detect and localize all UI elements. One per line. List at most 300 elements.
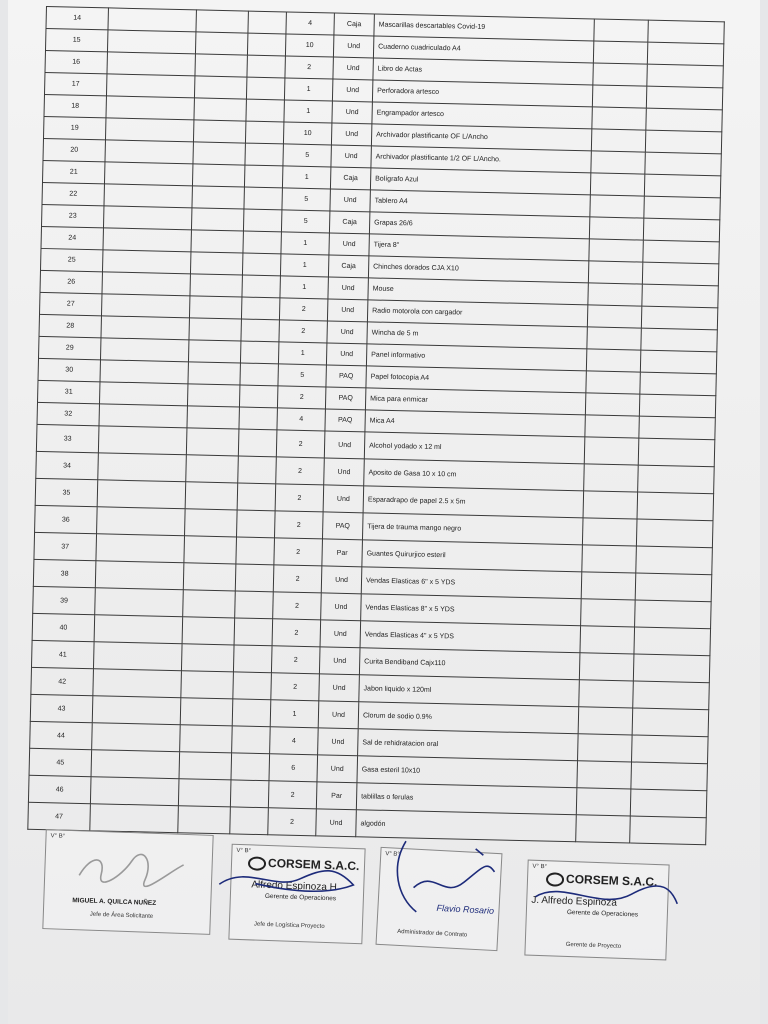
quantity-cell: 1: [284, 78, 332, 101]
empty-cell: [99, 404, 187, 428]
description-cell: Tablero A4: [370, 190, 590, 217]
empty-cell: [101, 316, 189, 340]
quantity-cell: 2: [276, 457, 325, 485]
empty-cell: [644, 174, 720, 198]
empty-cell: [648, 20, 724, 44]
description-cell: Gasa esteril 10x10: [357, 756, 578, 788]
empty-cell: [643, 240, 719, 264]
unit-cell: Und: [327, 299, 367, 322]
description-cell: Archivador plastificante OF L/Ancho: [371, 124, 591, 151]
empty-cell: [101, 294, 189, 318]
unit-cell: Und: [319, 674, 360, 702]
quantity-cell: 2: [272, 619, 321, 647]
signature-scribble: [531, 875, 682, 920]
quantity-cell: 2: [268, 808, 317, 836]
empty-cell: [183, 563, 236, 591]
description-cell: Mascarillas descartables Covid-19: [374, 14, 594, 41]
empty-cell: [91, 750, 180, 779]
unit-cell: Und: [319, 647, 360, 675]
quantity-cell: 2: [279, 298, 327, 321]
empty-cell: [642, 284, 718, 308]
empty-cell: [588, 261, 642, 284]
description-cell: Esparadrapo de papel 2.5 x 5m: [363, 486, 584, 518]
signature-box-solicitante: [42, 829, 213, 935]
empty-cell: [641, 306, 717, 330]
empty-cell: [243, 231, 281, 254]
item-number-cell: 44: [30, 721, 93, 749]
empty-cell: [245, 143, 283, 166]
empty-cell: [181, 671, 234, 699]
empty-cell: [635, 573, 712, 602]
empty-cell: [594, 19, 648, 42]
unit-cell: PAQ: [325, 409, 365, 432]
description-cell: Archivador plastificante 1/2 OF L/Ancho.: [371, 146, 591, 173]
quantity-cell: 4: [286, 12, 334, 35]
description-cell: Cuaderno cuadriculado A4: [373, 36, 593, 63]
item-number-cell: 32: [37, 402, 99, 425]
empty-cell: [579, 680, 634, 708]
unit-cell: Par: [322, 539, 363, 567]
unit-cell: PAQ: [322, 512, 363, 540]
unit-cell: Und: [332, 101, 372, 124]
empty-cell: [238, 456, 277, 484]
unit-cell: Und: [320, 620, 361, 648]
empty-cell: [587, 327, 641, 350]
empty-cell: [636, 519, 713, 548]
empty-cell: [647, 64, 723, 88]
description-cell: Mica para enmicar: [365, 388, 585, 415]
empty-cell: [184, 536, 237, 564]
empty-cell: [244, 165, 282, 188]
quantity-cell: 2: [274, 511, 323, 539]
empty-cell: [235, 591, 274, 619]
empty-cell: [98, 426, 187, 455]
empty-cell: [244, 187, 282, 210]
empty-cell: [180, 725, 233, 753]
vb-label: V° B°: [532, 863, 548, 871]
empty-cell: [188, 362, 240, 385]
unit-cell: Und: [328, 277, 368, 300]
unit-cell: Und: [330, 189, 370, 212]
empty-cell: [241, 297, 279, 320]
unit-cell: Und: [327, 321, 367, 344]
empty-cell: [592, 107, 646, 130]
empty-cell: [593, 41, 647, 64]
description-cell: Engrampador artesco: [372, 102, 592, 129]
empty-cell: [231, 753, 270, 781]
contrato-role: Administrador de Contrato: [397, 928, 468, 939]
unit-cell: Und: [332, 79, 372, 102]
description-cell: Grapas 26/6: [369, 212, 589, 239]
empty-cell: [195, 32, 247, 55]
empty-cell: [632, 708, 709, 737]
item-number-cell: 20: [43, 138, 105, 161]
empty-cell: [641, 328, 717, 352]
unit-cell: Caja: [330, 167, 370, 190]
empty-cell: [232, 726, 271, 754]
empty-cell: [187, 406, 239, 429]
empty-cell: [100, 338, 188, 362]
description-cell: Chinches dorados CJA X10: [368, 256, 588, 283]
item-number-cell: 18: [44, 94, 106, 117]
empty-cell: [642, 262, 718, 286]
description-cell: Bolígrafo Azul: [370, 168, 590, 195]
empty-cell: [582, 545, 637, 573]
empty-cell: [247, 55, 285, 78]
quantity-cell: 1: [280, 254, 328, 277]
empty-cell: [185, 482, 238, 510]
empty-cell: [194, 98, 246, 121]
empty-cell: [581, 599, 636, 627]
description-cell: Sal de rehidratacion oral: [358, 729, 579, 761]
unit-cell: Und: [323, 485, 364, 513]
empty-cell: [99, 382, 187, 406]
empty-cell: [235, 564, 274, 592]
quantity-cell: 2: [276, 430, 325, 458]
empty-cell: [232, 699, 271, 727]
empty-cell: [647, 42, 723, 66]
empty-cell: [190, 274, 242, 297]
empty-cell: [578, 707, 633, 735]
quantity-cell: 4: [270, 727, 319, 755]
unit-cell: Und: [321, 566, 362, 594]
empty-cell: [645, 152, 721, 176]
quantity-cell: 2: [268, 781, 317, 809]
empty-cell: [230, 780, 269, 808]
empty-cell: [186, 455, 239, 483]
empty-cell: [578, 734, 633, 762]
empty-cell: [104, 162, 192, 186]
empty-cell: [590, 173, 644, 196]
empty-cell: [639, 416, 715, 440]
items-table-wrap: [27, 6, 736, 845]
unit-cell: Und: [316, 809, 357, 837]
empty-cell: [646, 86, 722, 110]
description-cell: Vendas Elasticas 8" x 5 YDS: [361, 594, 582, 626]
empty-cell: [576, 788, 631, 816]
empty-cell: [180, 698, 233, 726]
empty-cell: [636, 546, 713, 575]
unit-cell: Und: [318, 728, 359, 756]
empty-cell: [586, 371, 640, 394]
empty-cell: [586, 349, 640, 372]
item-number-cell: 16: [45, 50, 107, 73]
empty-cell: [585, 393, 639, 416]
empty-cell: [233, 645, 272, 673]
empty-cell: [644, 196, 720, 220]
empty-cell: [94, 615, 183, 644]
item-number-cell: 14: [46, 7, 108, 30]
item-number-cell: 40: [32, 613, 95, 641]
unit-cell: Caja: [334, 13, 374, 36]
quantity-cell: 1: [270, 700, 319, 728]
item-number-cell: 36: [35, 505, 98, 533]
unit-cell: Und: [333, 35, 373, 58]
empty-cell: [579, 653, 634, 681]
quantity-cell: 1: [278, 342, 326, 365]
description-cell: Perforadora artesco: [372, 80, 592, 107]
empty-cell: [590, 195, 644, 218]
description-cell: Vendas Elasticas 6" x 5 YDS: [361, 567, 582, 599]
empty-cell: [588, 283, 642, 306]
empty-cell: [187, 384, 239, 407]
item-number-cell: 27: [40, 292, 102, 315]
empty-cell: [639, 394, 715, 418]
item-number-cell: 33: [36, 424, 99, 452]
signature-box-logistica: [228, 844, 365, 945]
empty-cell: [96, 534, 185, 563]
quantity-cell: 2: [279, 320, 327, 343]
empty-cell: [98, 453, 187, 482]
empty-cell: [246, 77, 284, 100]
empty-cell: [582, 518, 637, 546]
item-number-cell: 15: [45, 29, 107, 52]
empty-cell: [247, 33, 285, 56]
empty-cell: [182, 617, 235, 645]
empty-cell: [178, 779, 231, 807]
empty-cell: [189, 296, 241, 319]
item-number-cell: 46: [28, 775, 91, 803]
item-number-cell: 28: [39, 314, 101, 337]
unit-cell: Caja: [329, 211, 369, 234]
empty-cell: [633, 681, 710, 710]
empty-cell: [193, 120, 245, 143]
empty-cell: [97, 507, 186, 536]
unit-cell: Und: [329, 233, 369, 256]
description-cell: Wincha de 5 m: [367, 322, 587, 349]
item-number-cell: 37: [34, 532, 97, 560]
quantity-cell: 4: [277, 408, 325, 431]
quantity-cell: 1: [280, 276, 328, 299]
stamp-person: Alfredo Espinoza H: [251, 879, 338, 894]
item-number-cell: 30: [38, 358, 100, 381]
item-number-cell: 45: [29, 748, 92, 776]
description-cell: Guantes Quirurjico esteril: [362, 540, 583, 572]
empty-cell: [584, 464, 639, 492]
empty-cell: [104, 184, 192, 208]
empty-cell: [238, 429, 277, 457]
vb-label: V° B°: [385, 851, 400, 858]
empty-cell: [105, 140, 193, 164]
empty-cell: [246, 99, 284, 122]
unit-cell: Caja: [328, 255, 368, 278]
empty-cell: [591, 151, 645, 174]
quantity-cell: 2: [271, 646, 320, 674]
company-stamp-text: CORSEM S.A.C.: [267, 855, 360, 874]
quantity-cell: 10: [283, 122, 331, 145]
empty-cell: [183, 590, 236, 618]
empty-cell: [181, 644, 234, 672]
quantity-cell: 10: [285, 34, 333, 57]
unit-cell: Und: [324, 458, 365, 486]
empty-cell: [237, 510, 276, 538]
signature-scribble: [71, 845, 192, 893]
item-number-cell: 23: [41, 204, 103, 227]
empty-cell: [92, 723, 181, 752]
item-number-cell: 19: [43, 116, 105, 139]
unit-cell: Und: [317, 755, 358, 783]
quantity-cell: 5: [281, 210, 329, 233]
description-cell: Tijera de trauma mango negro: [362, 513, 583, 545]
unit-cell: PAQ: [325, 387, 365, 410]
item-number-cell: 29: [39, 336, 101, 359]
quantity-cell: 5: [283, 144, 331, 167]
empty-cell: [589, 217, 643, 240]
handwritten-name: Flavio Rosario: [436, 902, 495, 916]
empty-cell: [106, 74, 194, 98]
item-number-cell: 35: [35, 478, 98, 506]
empty-cell: [593, 63, 647, 86]
unit-cell: Und: [321, 593, 362, 621]
empty-cell: [634, 627, 711, 656]
quantity-cell: 2: [274, 538, 323, 566]
empty-cell: [242, 275, 280, 298]
proyecto-role: Gerente de Proyecto: [565, 941, 622, 950]
empty-cell: [587, 305, 641, 328]
empty-cell: [194, 76, 246, 99]
description-cell: Jabon liquido x 120ml: [359, 675, 580, 707]
empty-cell: [638, 465, 715, 494]
item-number-cell: 21: [42, 160, 104, 183]
unit-cell: PAQ: [326, 365, 366, 388]
quantity-cell: 1: [282, 166, 330, 189]
empty-cell: [188, 340, 240, 363]
empty-cell: [646, 108, 722, 132]
item-number-cell: 38: [33, 559, 96, 587]
empty-cell: [102, 250, 190, 274]
quantity-cell: 2: [273, 565, 322, 593]
description-cell: Libro de Actas: [373, 58, 593, 85]
empty-cell: [240, 363, 278, 386]
empty-cell: [189, 318, 241, 341]
logistica-role: Jefe de Logística Proyecto: [253, 921, 325, 930]
unit-cell: Und: [326, 343, 366, 366]
quantity-cell: 2: [285, 56, 333, 79]
unit-cell: Und: [333, 57, 373, 80]
item-number-cell: 34: [36, 451, 99, 479]
empty-cell: [103, 228, 191, 252]
item-number-cell: 24: [41, 226, 103, 249]
empty-cell: [640, 372, 716, 396]
unit-cell: Und: [331, 145, 371, 168]
description-cell: Mouse: [368, 278, 588, 305]
unit-cell: Und: [318, 701, 359, 729]
quantity-cell: 2: [271, 673, 320, 701]
empty-cell: [102, 272, 190, 296]
signature-box-proyecto: [524, 860, 669, 961]
quantity-cell: 2: [275, 484, 324, 512]
solicitante-role: Jefe de Área Solicitante: [89, 911, 154, 920]
empty-cell: [581, 572, 636, 600]
empty-cell: [236, 537, 275, 565]
empty-cell: [631, 735, 708, 764]
description-cell: Clorum de sodio 0.9%: [358, 702, 579, 734]
unit-cell: Und: [324, 431, 365, 459]
item-number-cell: 26: [40, 270, 102, 293]
unit-cell: Par: [316, 782, 357, 810]
empty-cell: [242, 253, 280, 276]
empty-cell: [583, 491, 638, 519]
empty-cell: [92, 696, 181, 725]
empty-cell: [635, 600, 712, 629]
empty-cell: [591, 129, 645, 152]
empty-cell: [97, 480, 186, 509]
empty-cell: [93, 669, 182, 698]
quantity-cell: 1: [284, 100, 332, 123]
quantity-cell: 2: [273, 592, 322, 620]
description-cell: Aposito de Gasa 10 x 10 cm: [364, 459, 585, 491]
stamp-title: Gerente de Operaciones: [566, 908, 639, 919]
empty-cell: [239, 407, 277, 430]
empty-cell: [107, 30, 195, 54]
empty-cell: [234, 618, 273, 646]
empty-cell: [233, 672, 272, 700]
item-number-cell: 17: [44, 72, 106, 95]
vb-label: V° B°: [50, 833, 66, 840]
quantity-cell: 5: [282, 188, 330, 211]
empty-cell: [95, 588, 184, 617]
description-cell: Radio motorola con cargador: [367, 300, 587, 327]
empty-cell: [239, 385, 277, 408]
empty-cell: [589, 239, 643, 262]
description-cell: Tijera 8": [369, 234, 589, 261]
quantity-cell: 2: [277, 386, 325, 409]
empty-cell: [248, 11, 286, 34]
empty-cell: [100, 360, 188, 384]
empty-cell: [107, 52, 195, 76]
empty-cell: [577, 761, 632, 789]
empty-cell: [193, 142, 245, 165]
item-number-cell: 31: [38, 380, 100, 403]
empty-cell: [245, 121, 283, 144]
items-table: [27, 6, 725, 845]
empty-cell: [633, 654, 710, 683]
empty-cell: [191, 208, 243, 231]
signature-area: [8, 820, 768, 1024]
empty-cell: [179, 752, 232, 780]
empty-cell: [196, 10, 248, 33]
empty-cell: [580, 626, 635, 654]
item-number-cell: 47: [28, 802, 91, 830]
item-number-cell: 42: [31, 667, 94, 695]
description-cell: algodón: [356, 810, 577, 842]
empty-cell: [637, 492, 714, 521]
item-number-cell: 43: [30, 694, 93, 722]
empty-cell: [186, 428, 239, 456]
quantity-cell: 1: [281, 232, 329, 255]
empty-cell: [237, 483, 276, 511]
empty-cell: [185, 509, 238, 537]
empty-cell: [195, 54, 247, 77]
empty-cell: [108, 8, 196, 32]
company-stamp-text: CORSEM S.A.C.: [565, 871, 658, 890]
signature-box-contrato: [376, 847, 503, 951]
empty-cell: [585, 415, 639, 438]
empty-cell: [192, 164, 244, 187]
empty-cell: [630, 789, 707, 818]
empty-cell: [190, 252, 242, 275]
description-cell: tablillas o ferulas: [356, 783, 577, 815]
description-cell: Vendas Elasticas 4" x 5 YDS: [360, 621, 581, 653]
description-cell: Papel fotocopia A4: [366, 366, 586, 393]
empty-cell: [241, 319, 279, 342]
quantity-cell: 5: [278, 364, 326, 387]
document-page: [8, 0, 760, 1024]
item-number-cell: 39: [33, 586, 96, 614]
description-cell: Panel informativo: [366, 344, 586, 371]
signature-scribble: [215, 855, 366, 903]
empty-cell: [645, 130, 721, 154]
